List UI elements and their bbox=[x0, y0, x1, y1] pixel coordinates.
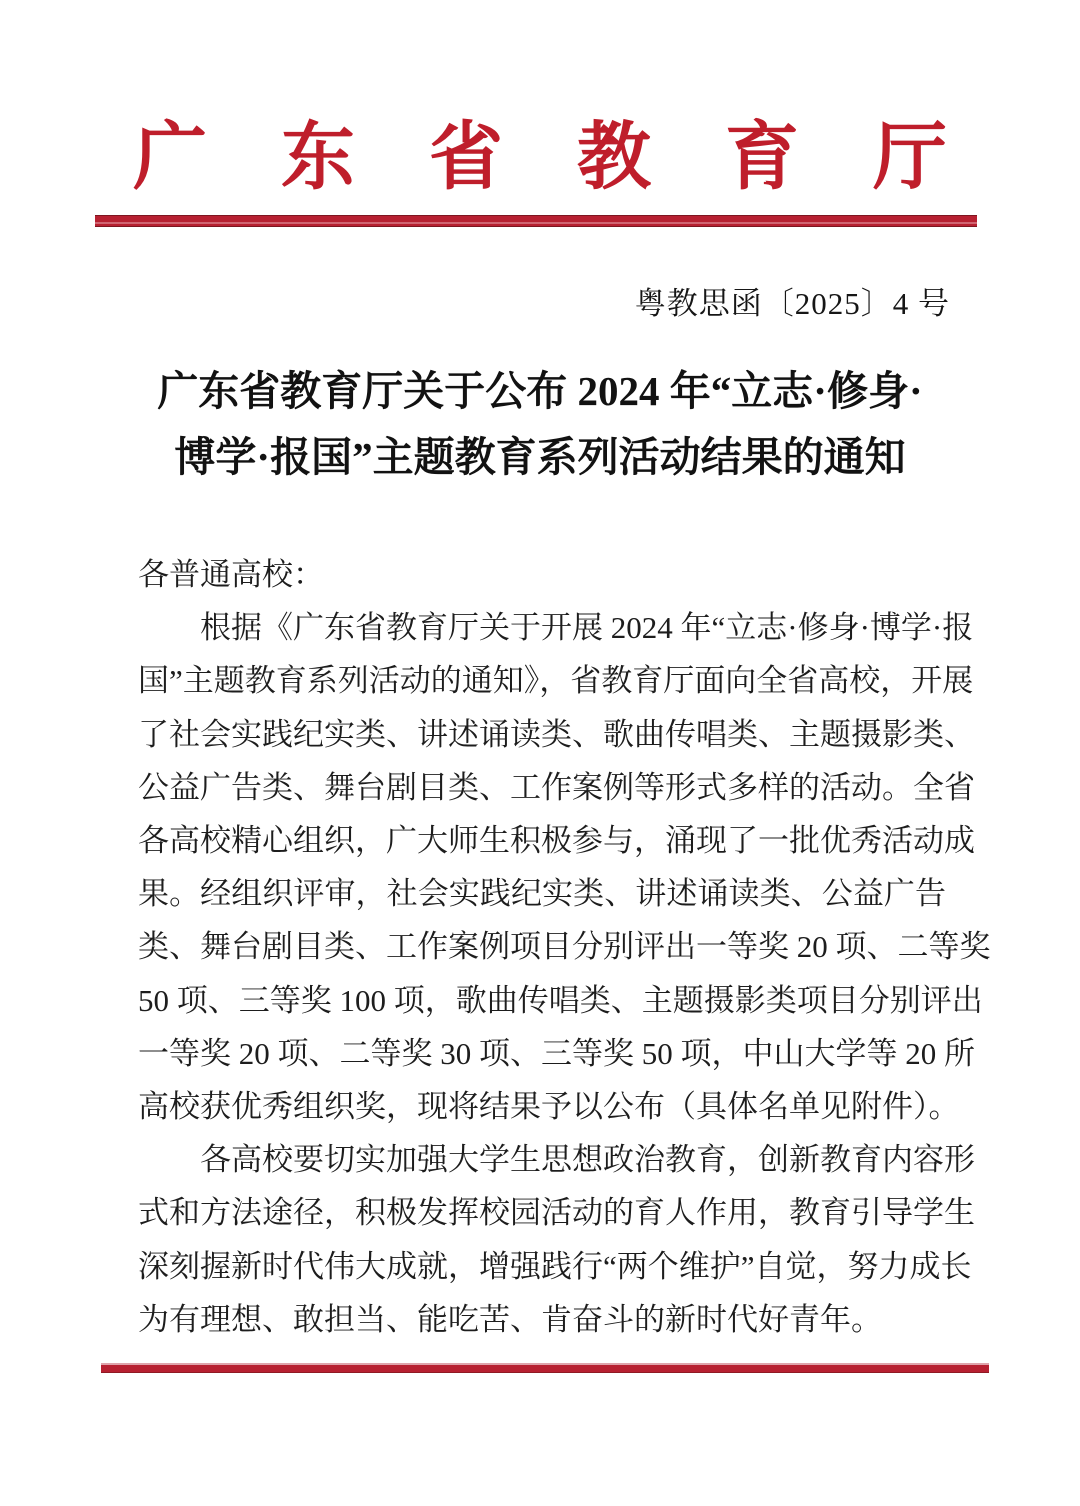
salutation: 各普通高校： bbox=[138, 557, 324, 592]
body-line: 类、舞台剧目类、工作案例项目分别评出一等奖 20 项、二等奖 bbox=[138, 929, 991, 965]
document-title bbox=[0, 358, 1080, 490]
paragraph-2 bbox=[138, 1133, 975, 1346]
body-line: 公益广告类、舞台剧目类、工作案例等形式多样的活动。全省 bbox=[138, 769, 975, 805]
body-line: 各高校精心组织，广大师生积极参与，涌现了一批优秀活动成 bbox=[138, 823, 975, 859]
letterhead-divider bbox=[95, 215, 977, 227]
body-line: 国”主题教育系列活动的通知》，省教育厅面向全省高校，开展 bbox=[138, 663, 974, 699]
title-line-1: 广东省教育厅关于公布 2024 年“立志·修身· bbox=[157, 368, 923, 414]
body-line: 一等奖 20 项、二等奖 30 项、三等奖 50 项，中山大学等 20 所 bbox=[138, 1035, 975, 1071]
document-body bbox=[138, 548, 991, 1346]
agency-letterhead-title: 广 东 省 教 育 厅 bbox=[133, 117, 947, 199]
title-line-2: 博学·报国”主题教育系列活动结果的通知 bbox=[174, 434, 906, 480]
document-number: 粤教思函〔2025〕4 号 bbox=[634, 286, 950, 321]
body-line: 深刻握新时代伟大成就，增强践行“两个维护”自觉，努力成长 bbox=[138, 1248, 972, 1284]
body-line: 各高校要切实加强大学生思想政治教育，创新教育内容形 bbox=[200, 1142, 975, 1178]
body-line: 果。经组织评审，社会实践纪实类、讲述诵读类、公益广告 bbox=[138, 876, 946, 912]
body-line: 根据《广东省教育厅关于开展 2024 年“立志·修身·博学·报 bbox=[200, 610, 974, 646]
body-line: 为有理想、敢担当、能吃苦、肯奋斗的新时代好青年。 bbox=[138, 1301, 882, 1337]
footer-divider bbox=[101, 1363, 989, 1373]
body-line: 高校获优秀组织奖，现将结果予以公布（具体名单见附件）。 bbox=[138, 1089, 960, 1125]
body-line: 50 项、三等奖 100 项，歌曲传唱类、主题摄影类项目分别评出 bbox=[138, 982, 983, 1018]
body-line: 了社会实践纪实类、讲述诵读类、歌曲传唱类、主题摄影类、 bbox=[138, 716, 975, 752]
body-line: 式和方法途径，积极发挥校园活动的育人作用，教育引导学生 bbox=[138, 1195, 975, 1231]
paragraph-1 bbox=[138, 601, 991, 1133]
